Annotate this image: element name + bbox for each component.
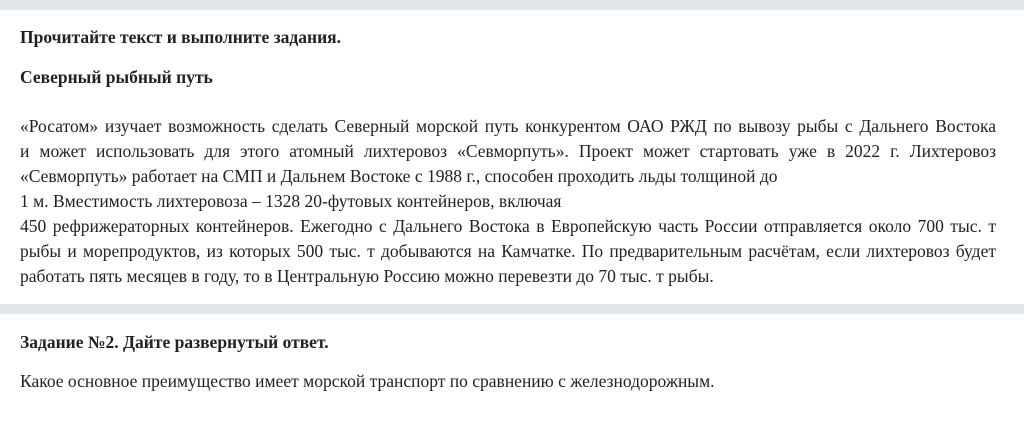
task-heading: Задание №2. Дайте развернутый ответ. <box>20 332 329 352</box>
article-line-7: работать пять месяцев в году, то в Центральную Россию можно перевезти до 70 тыс. т рыбы. <box>20 266 714 286</box>
task-question: Какое основное преимущество имеет морской транспорт по сравнению с железнодорожным. <box>20 371 715 391</box>
reading-text-panel <box>0 10 1024 304</box>
article-line-5: 450 рефрижераторных контейнеров. Ежегодно с Дальнего Востока в Европейскую часть России отправляется около 700 тыс. т <box>20 216 996 236</box>
article-line-6: рыбы и морепродуктов, из которых 500 тыс. т добываются на Камчатке. По предварительным расчётам, если лихтеровоз будет <box>20 241 996 261</box>
article-line-1: «Росатом» изучает возможность сделать Северный морской путь конкурентом ОАО РЖД по вывозу рыбы с Дальнего Востока <box>20 116 996 136</box>
article-line-4: 1 м. Вместимость лихтеровоза – 1328 20-футовых контейнеров, включая <box>20 191 562 211</box>
article-title: Северный рыбный путь <box>20 67 213 87</box>
instruction-heading: Прочитайте текст и выполните задания. <box>20 27 342 47</box>
article-line-2: и может использовать для этого атомный лихтеровоз «Севморпуть». Проект может стартовать уже в 2022 г. Лихтеровоз <box>20 141 996 161</box>
article-line-3: «Севморпуть» работает на СМП и Дальнем Востоке с 1988 г., способен проходить льды толщиной до <box>20 166 778 186</box>
task-panel <box>0 314 1024 424</box>
